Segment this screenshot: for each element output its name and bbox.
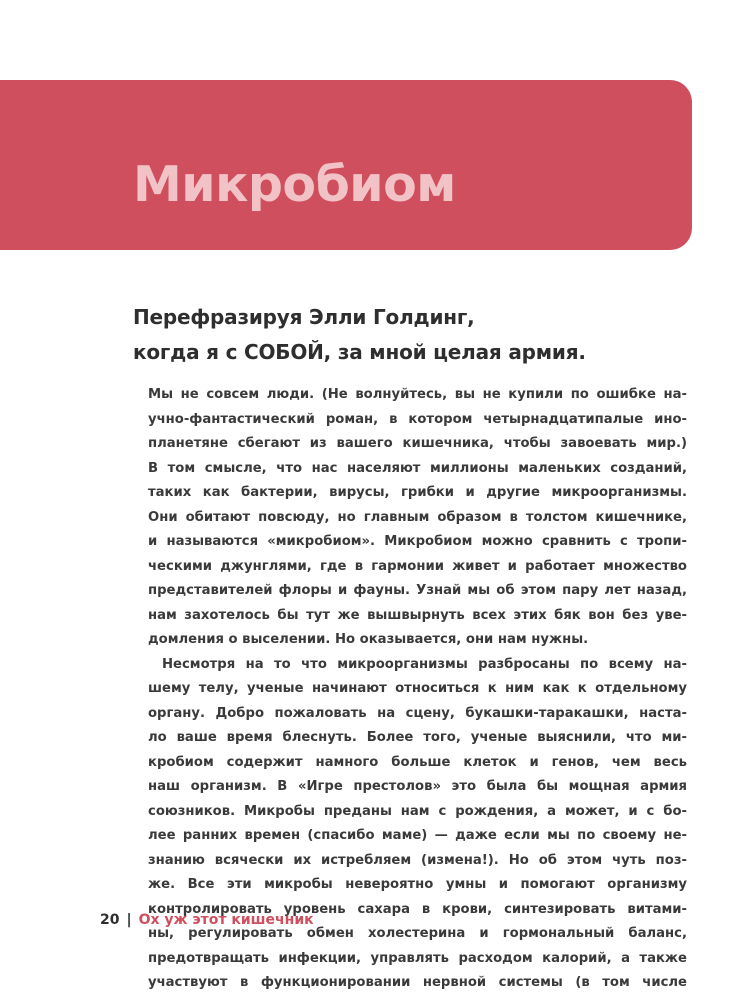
text-line: лее ранних времен (спасибо маме) — даже если мы по своему не- xyxy=(148,828,687,843)
text-line: ческими джунглями, где в гармонии живет и работает множество xyxy=(148,558,687,574)
text-line: органу. Добро пожаловать на сцену, букашки-таракашки, наста- xyxy=(148,705,687,721)
page-number: 20 xyxy=(100,912,120,928)
running-title: Ох уж этот кишечник xyxy=(138,912,314,928)
text-line: таких как бактерии, вирусы, грибки и другие микроорганизмы. xyxy=(148,485,687,500)
text-line: и называются «микробиом». Микробиом можно сравнить с тропи- xyxy=(148,534,687,549)
text-line: нам захотелось бы тут же вышвырнуть всех этих бяк вон без уве- xyxy=(148,607,687,623)
footer-separator: | xyxy=(126,912,132,928)
text-line: ны, регулировать обмен холестерина и гормональный баланс, xyxy=(148,926,687,941)
text-line: В том смысле, что нас населяют миллионы маленьких созданий, xyxy=(148,460,687,476)
text-line: союзников. Микробы преданы нам с рождения, а может, и с бо- xyxy=(148,803,687,819)
text-line: Несмотря на то что микроорганизмы разбросаны по всему на- xyxy=(162,656,687,672)
text-line: планетяне сбегают из вашего кишечника, чтобы завоевать мир.) xyxy=(148,436,687,451)
body-text xyxy=(148,383,687,996)
text-line: представителей флоры и фауны. Узнай мы об этом пару лет назад, xyxy=(148,583,687,598)
text-line: шему телу, ученые начинают относиться к ним как к отдельному xyxy=(148,681,687,696)
text-line: Мы не совсем люди. (Не волнуйтесь, вы не купили по ошибке на- xyxy=(148,387,687,402)
text-line: предотвращать инфекции, управлять расходом калорий, а также xyxy=(148,950,687,966)
text-line: кробиом содержит намного больше клеток и генов, чем весь xyxy=(148,754,687,770)
text-line: домления о выселении. Но оказывается, они нам нужны. xyxy=(148,632,589,647)
text-line: ло ваше время блеснуть. Более того, ученые выяснили, что ми- xyxy=(148,730,687,745)
text-line: знанию всячески их истребляем (измена!). Но об этом чуть поз- xyxy=(148,852,687,868)
text-line: учно-фантастический роман, в котором четырнадцатипалые ино- xyxy=(148,411,687,427)
epigraph-line: Перефразируя Элли Голдинг, xyxy=(133,305,475,329)
chapter-title: Микробиом xyxy=(133,156,456,213)
epigraph xyxy=(133,300,586,370)
text-line: наш организм. В «Игре престолов» это была бы мощная армия xyxy=(148,779,687,794)
text-line: участвуют в функционировании нервной системы (в том числе xyxy=(148,975,687,990)
text-line: Они обитают повсюду, но главным образом в толстом кишечнике, xyxy=(148,509,687,525)
text-line: же. Все эти микробы невероятно умны и помогают организму xyxy=(148,877,687,892)
epigraph-line: когда я с СОБОЙ, за мной целая армия. xyxy=(133,340,586,364)
text-line: контролировать уровень сахара в крови, синтезировать витами- xyxy=(148,901,687,917)
page-footer xyxy=(100,912,314,928)
